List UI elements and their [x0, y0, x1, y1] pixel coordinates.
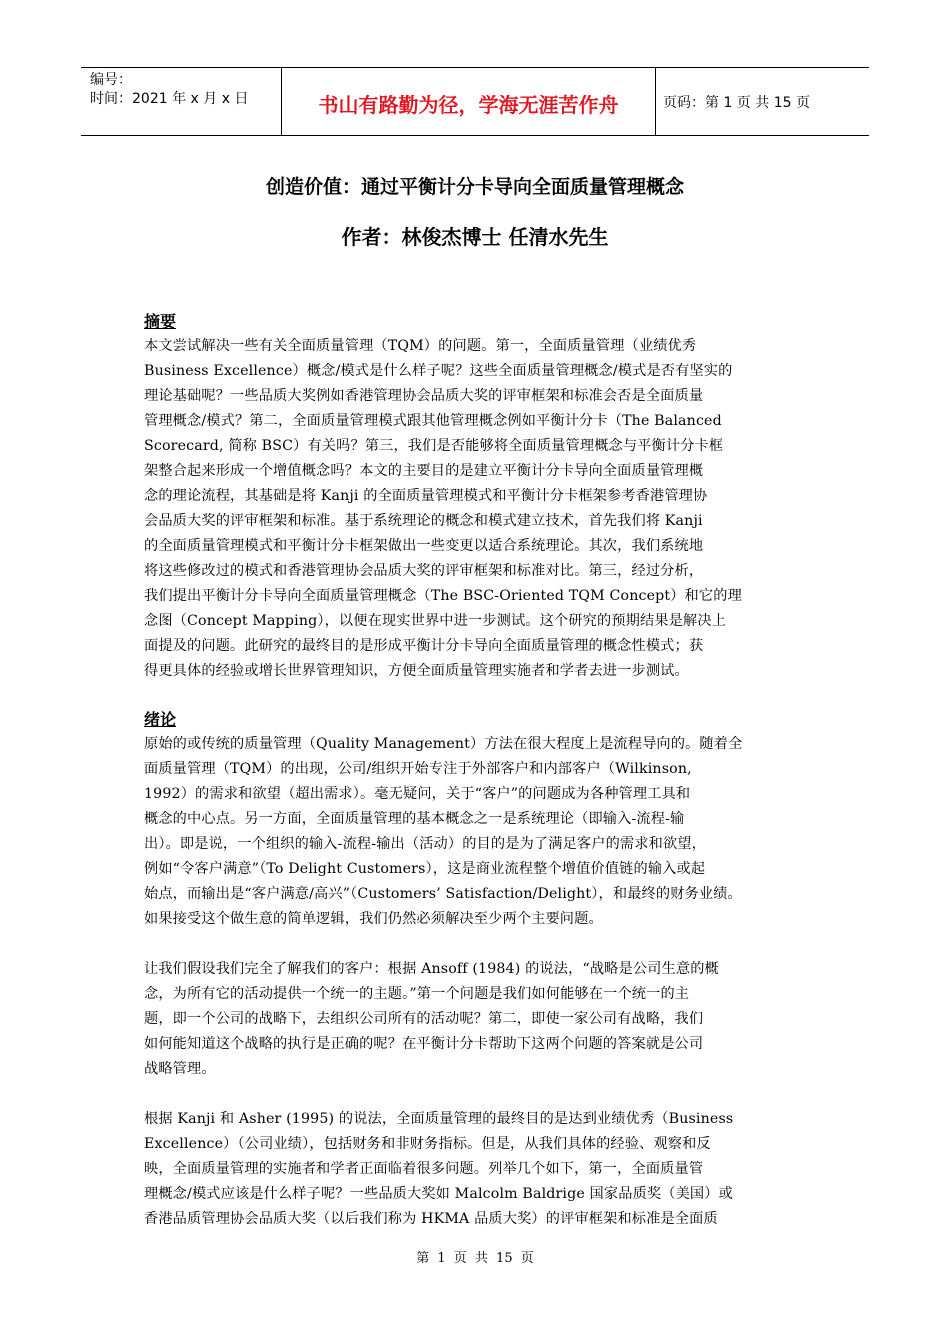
- abstract-line: 面提及的问题。此研究的最终目的是形成平衡计分卡导向全面质量管理的概念性模式；获: [144, 638, 704, 654]
- abstract-line: Scorecard, 简称 BSC）有关吗？第三，我们是否能够将全面质量管理概念与平衡计分卡框: [144, 438, 724, 454]
- introduction-line: 根据 Kanji 和 Asher (1995) 的说法，全面质量管理的最终目的是达到业绩优秀（Business: [144, 1111, 734, 1127]
- abstract-line: 念的理论流程，其基础是将 Kanji 的全面质量管理模式和平衡计分卡框架参考香港管理协: [144, 488, 708, 504]
- abstract-line: 本文尝试解决一些有关全面质量管理（TQM）的问题。第一，全面质量管理（业绩优秀: [144, 338, 697, 354]
- introduction-paragraph-2: [144, 957, 816, 1082]
- abstract-heading: 摘要: [144, 312, 177, 331]
- document-number: 编号：: [90, 72, 132, 88]
- header-info-cell: [81, 68, 282, 135]
- introduction-paragraph-1: [144, 732, 816, 932]
- document-date: 时间：2021 年 x 月 x 日: [90, 91, 249, 107]
- abstract-line: 将这些修改过的模式和香港管理协会品质大奖的评审框架和标准对比。第三，经过分析，: [144, 563, 704, 579]
- abstract-line: 得更具体的经验或增长世界管理知识，方便全面质量管理实施者和学者去进一步测试。: [144, 663, 689, 679]
- abstract-line: 的全面质量管理模式和平衡计分卡框架做出一些变更以适合系统理论。其次，我们系统地: [144, 538, 704, 554]
- introduction-line: 原始的或传统的质量管理（Quality Management）方法在很大程度上是流程导向的。随着全: [144, 736, 743, 752]
- introduction-line: 念，为所有它的活动提供一个统一的主题。”第一个问题是我们如何能够在一个统一的主: [144, 986, 690, 1002]
- introduction-line: 出）。即是说，一个组织的输入-流程-输出（活动）的目的是为了满足客户的需求和欲望，: [144, 836, 706, 852]
- abstract-line: 理论基础呢？一些品质大奖例如香港管理协会品质大奖的评审框架和标准会否是全面质量: [144, 388, 704, 404]
- abstract-paragraph: [144, 334, 816, 684]
- abstract-section: [144, 310, 816, 684]
- introduction-line: 始点，而输出是“客户满意/高兴”（Customers’ Satisfaction/Delight），和最终的财务业绩。: [144, 886, 742, 902]
- introduction-line: 映，全面质量管理的实施者和学者正面临着很多问题。列举几个如下，第一，全面质量管: [144, 1161, 704, 1177]
- introduction-line: 概念的中心点。另一方面，全面质量管理的基本概念之一是系统理论（即输入-流程-输: [144, 811, 685, 827]
- page-header: [81, 67, 869, 136]
- introduction-line: 如果接受这个做生意的简单逻辑，我们仍然必须解决至少两个主要问题。: [144, 911, 603, 927]
- introduction-line: 1992）的需求和欲望（超出需求）。毫无疑问，关于“客户”的问题成为各种管理工具和: [144, 786, 691, 802]
- introduction-line: 例如“令客户满意”（To Delight Customers），这是商业流程整个增值价值链的输入或起: [144, 861, 706, 877]
- introduction-line: 面质量管理（TQM）的出现，公司/组织开始专注于外部客户和内部客户（Wilkinson,: [144, 761, 692, 777]
- introduction-line: 香港品质管理协会品质大奖（以后我们称为 HKMA 品质大奖）的评审框架和标准是全面质: [144, 1211, 718, 1227]
- introduction-section: [144, 708, 816, 1232]
- document-authors: 作者：林俊杰博士 任清水先生: [341, 225, 609, 249]
- introduction-line: 题，即一个公司的战略下，去组织公司所有的活动呢？第二，即使一家公司有战略，我们: [144, 1011, 704, 1027]
- introduction-line: 让我们假设我们完全了解我们的客户：根据 Ansoff (1984) 的说法，“战略是公司生意的概: [144, 961, 719, 977]
- abstract-line: Business Excellence）概念/模式是什么样子呢？这些全面质量管理概念/模式是否有坚实的: [144, 363, 733, 379]
- abstract-line: 我们提出平衡计分卡导向全面质量管理概念（The BSC-Oriented TQM Concept）和它的理: [144, 588, 742, 604]
- abstract-line: 管理概念/模式？第二，全面质量管理模式跟其他管理概念例如平衡计分卡（The Balanced: [144, 413, 722, 429]
- abstract-line: 念图（Concept Mapping），以便在现实世界中进一步测试。这个研究的预期结果是解决上: [144, 613, 727, 629]
- page-footer: 第 1 页 共 15 页: [416, 1251, 534, 1266]
- introduction-heading: 绪论: [144, 710, 177, 729]
- abstract-line: 会品质大奖的评审框架和标准。基于系统理论的概念和模式建立技术，首先我们将 Kanji: [144, 513, 703, 529]
- introduction-line: Excellence）（公司业绩），包括财务和非财务指标。但是，从我们具体的经验、观察和反: [144, 1136, 711, 1152]
- introduction-line: 战略管理。: [144, 1061, 216, 1077]
- header-motto: 书山有路勤为径，学海无涯苦作舟: [282, 68, 656, 135]
- document-title: 创造价值：通过平衡计分卡导向全面质量管理概念: [265, 176, 684, 198]
- introduction-paragraph-3: [144, 1107, 816, 1232]
- header-page-number: 页码：第 1 页 共 15 页: [663, 94, 810, 111]
- introduction-line: 如何能知道这个战略的执行是正确的呢？在平衡计分卡帮助下这两个问题的答案就是公司: [144, 1036, 704, 1052]
- introduction-line: 理概念/模式应该是什么样子呢？一些品质大奖如 Malcolm Baldrige 国家品质奖（美国）或: [144, 1186, 733, 1202]
- abstract-line: 架整合起来形成一个增值概念吗？本文的主要目的是建立平衡计分卡导向全面质量管理概: [144, 463, 704, 479]
